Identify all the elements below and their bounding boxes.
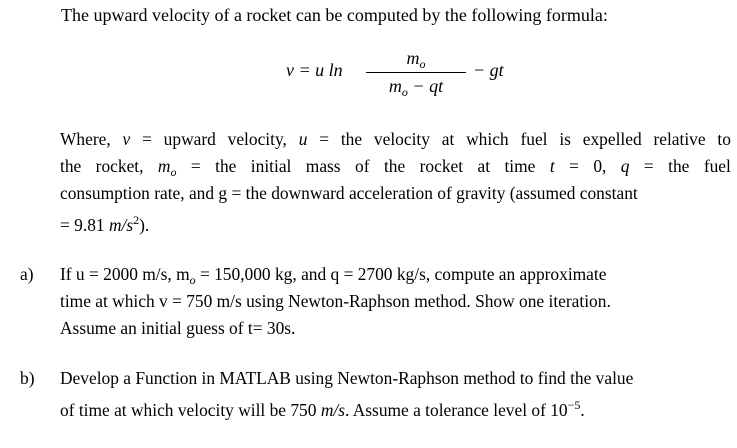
where-line-4: = 9.81 $m/s^2$). — [60, 213, 150, 235]
part-a-line-3: Assume an initial guess of t= 30s. — [60, 318, 296, 338]
where-line-1: Where, v = upward velocity, u = the velocity at which fuel is expelled relative to — [60, 129, 731, 149]
formula-numerator: $m_o$ — [406, 48, 426, 71]
fraction-bar — [366, 72, 466, 73]
velocity-formula — [286, 46, 526, 116]
where-line-2: the rocket, $m_o$ = the initial mass of the rocket at time t = 0, q = the fuel — [60, 156, 731, 179]
part-b-line-2: of time at which velocity will be 750 m/s. Assume a tolerance level of $10^{-5}$. — [60, 398, 585, 420]
formula-denominator: $m_o$ − qt — [388, 76, 444, 99]
part-b-line-1: Develop a Function in MATLAB using Newton-Raphson method to find the value — [60, 368, 634, 388]
where-line-3: consumption rate, and g = the downward acceleration of gravity (assumed constant — [60, 183, 638, 203]
part-a-label: a) — [20, 264, 34, 284]
formula-rhs: − gt — [473, 60, 504, 80]
part-b-label: b) — [20, 368, 35, 388]
part-a-line-1: If u = 2000 m/s, $m_o = 150,000$ kg, and q = 2700 kg/s, compute an approximate — [60, 264, 607, 287]
formula-lhs: v = u ln — [286, 60, 343, 80]
intro-text: The upward velocity of a rocket can be computed by the following formula: — [61, 5, 608, 25]
part-a-line-2: time at which v = 750 m/s using Newton-Raphson method. Show one iteration. — [60, 291, 611, 311]
